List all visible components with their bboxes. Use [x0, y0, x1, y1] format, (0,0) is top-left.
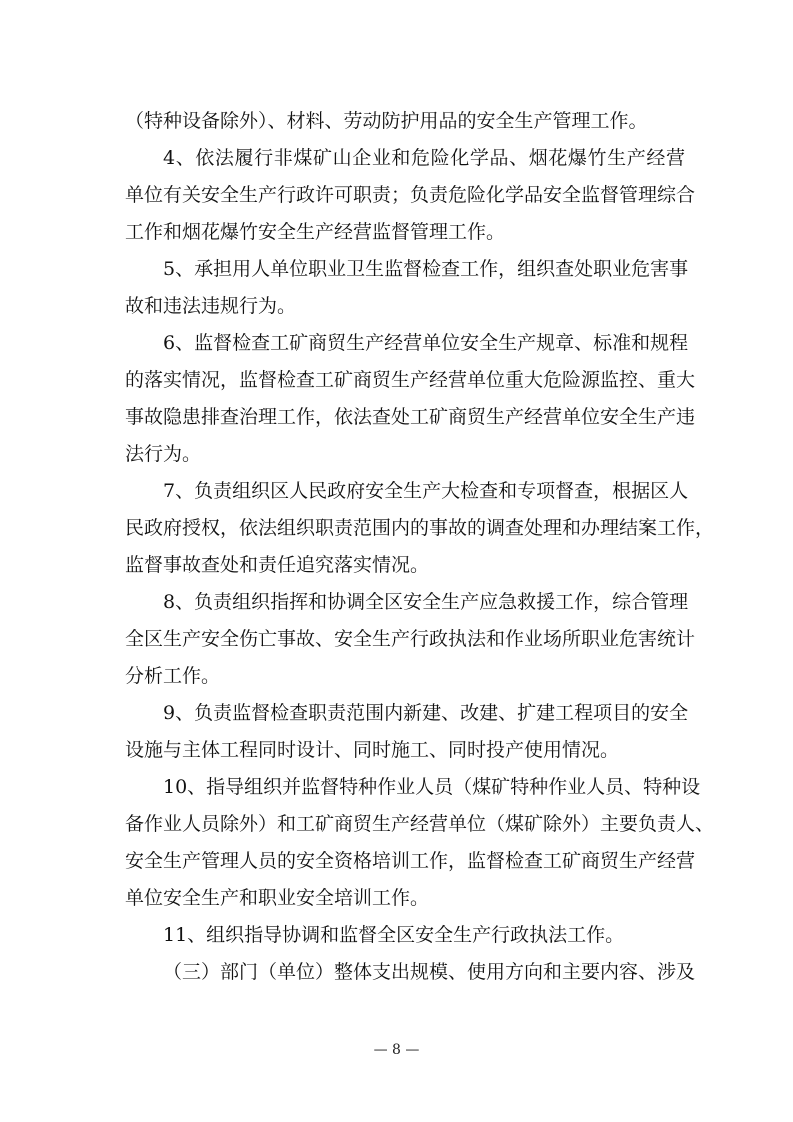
text-line: 设施与主体工程同时设计、同时施工、同时投产使用情况。	[125, 739, 620, 761]
text-line: 民政府授权，依法组织职责范围内的事故的调查处理和办理结案工作，	[125, 517, 715, 539]
text-line: 11、组织指导协调和监督全区安全生产行政执法工作。	[163, 924, 625, 946]
text-line: 安全生产管理人员的安全资格培训工作，监督检查工矿商贸生产经营	[125, 850, 696, 872]
text-line: 4、依法履行非煤矿山企业和危险化学品、烟花爆竹生产经营	[163, 147, 685, 169]
text-line: 8、负责组织指挥和协调全区安全生产应急救援工作，综合管理	[163, 591, 689, 613]
text-line: 9、负责监督检查职责范围内新建、改建、扩建工程项目的安全	[163, 702, 689, 724]
text-line: 备作业人员除外）和工矿商贸生产经营单位（煤矿除外）主要负责人、	[125, 813, 715, 835]
text-line: 的落实情况，监督检查工矿商贸生产经营单位重大危险源监控、重大	[125, 369, 696, 391]
text-line: 法行为。	[125, 443, 202, 465]
text-line: 分析工作。	[125, 665, 221, 687]
text-line: 7、负责组织区人民政府安全生产大检查和专项督查，根据区人	[163, 480, 689, 502]
page-number: — 8 —	[373, 1042, 420, 1058]
text-line: 全区生产安全伤亡事故、安全生产行政执法和作业场所职业危害统计	[125, 628, 696, 650]
text-line: 事故隐患排查治理工作，依法查处工矿商贸生产经营单位安全生产违	[125, 406, 696, 428]
text-line: 单位安全生产和职业安全培训工作。	[125, 887, 430, 909]
text-line: （特种设备除外）、材料、劳动防护用品的安全生产管理工作。	[125, 110, 648, 132]
text-line: 故和违法违规行为。	[125, 295, 297, 317]
text-line: 10、指导组织并监督特种作业人员（煤矿特种作业人员、特种设	[163, 776, 701, 798]
text-line: 监督事故查处和责任追究落实情况。	[125, 554, 430, 576]
text-line: 工作和烟花爆竹安全生产经营监督管理工作。	[125, 221, 506, 243]
section-heading-line: （三）部门（单位）整体支出规模、使用方向和主要内容、涉及	[163, 961, 696, 983]
text-line: 单位有关安全生产行政许可职责；负责危险化学品安全监督管理综合	[125, 184, 696, 206]
text-line: 6、监督检查工矿商贸生产经营单位安全生产规章、标准和规程	[163, 332, 689, 354]
text-line: 5、承担用人单位职业卫生监督检查工作，组织查处职业危害事	[163, 258, 689, 280]
